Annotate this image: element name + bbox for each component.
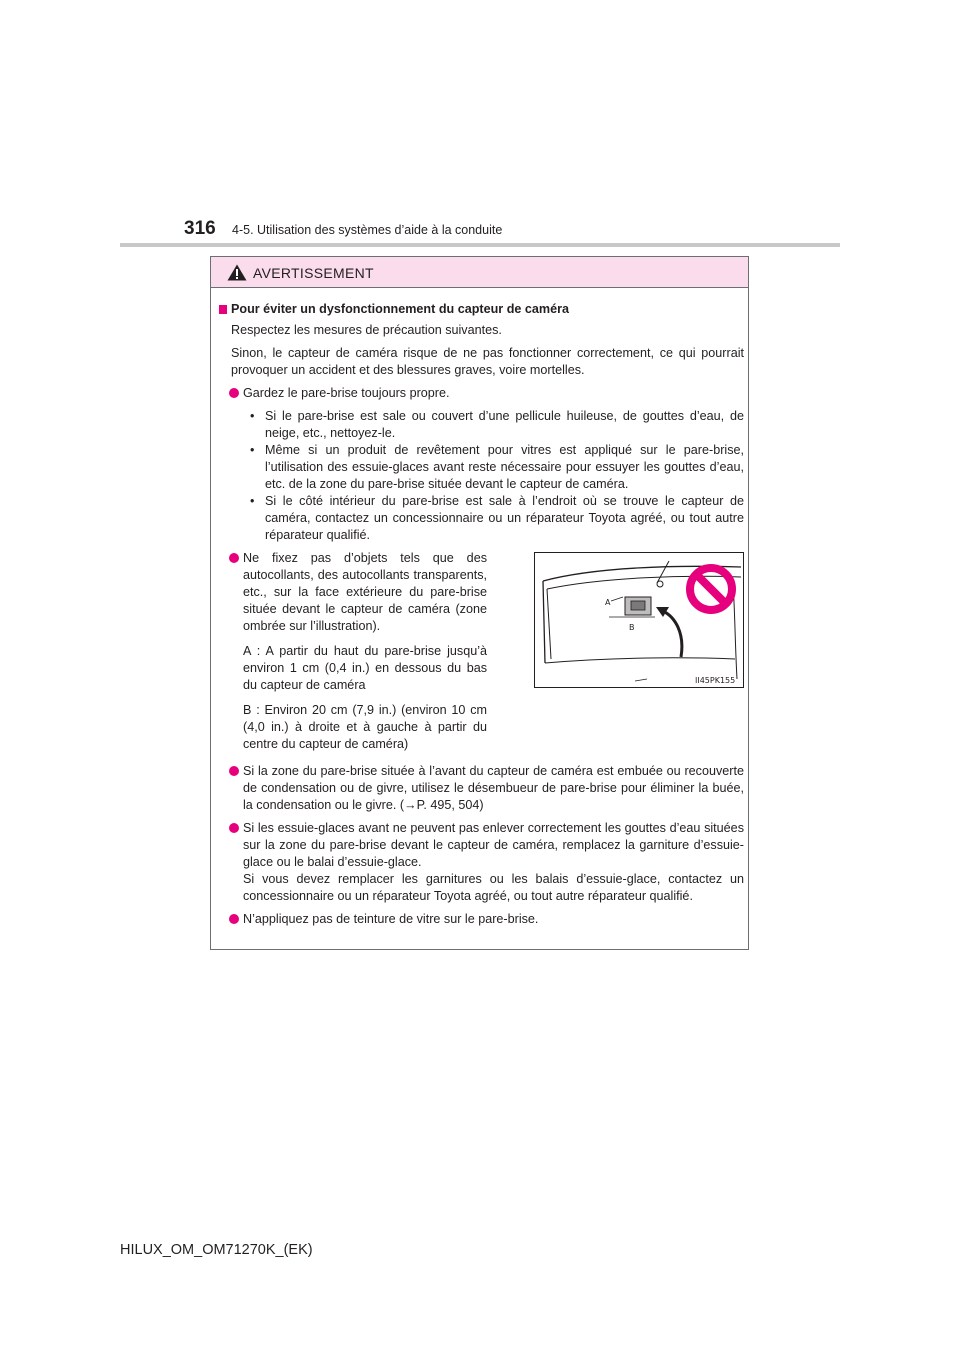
windshield-drawing	[535, 553, 743, 687]
bullet-wipers-text-1: Si les essuie-glaces avant ne peuvent pas enlever correctement les gouttes d’eau situées sur la zone du pare-brise devant le capteur de caméra, remplacez la garniture d’essuie-glace ou le balai d’essuie-glace.	[243, 821, 744, 869]
warning-triangle-icon	[227, 264, 247, 281]
note-a: A : A partir du haut du pare-brise jusqu’à environ 1 cm (0,4 in.) en dessous du bas du capteur de caméra	[243, 644, 487, 692]
sub-bullet-mark: •	[250, 443, 255, 457]
figure-label-b: B	[629, 623, 635, 632]
intro-text-1: Respectez les mesures de précaution suivantes.	[231, 323, 502, 337]
figure-label-a: A	[605, 598, 611, 607]
warning-heading-text: Pour éviter un dysfonctionnement du capteur de caméra	[231, 302, 570, 316]
bullet-wipers-text-2: Si vous devez remplacer les garnitures ou les balais d’essuie-glace, contactez un concessionnaire ou un réparateur Toyota agréé, ou tout autre réparateur qualifié.	[243, 872, 744, 903]
bullet-no-tint-text: N’appliquez pas de teinture de vitre sur le pare-brise.	[243, 912, 539, 926]
warning-box	[210, 256, 749, 950]
sub-item-2	[219, 442, 744, 493]
sub-item-3-text: Si le côté intérieur du pare-brise est sale à l’endroit où se trouve le capteur de caméra, contactez un concessionnaire ou un réparateur Toyota agréé, ou tout autre réparateur qualifié.	[265, 494, 744, 542]
figure-text	[219, 550, 487, 761]
header-rule	[120, 243, 840, 247]
prohibition-icon	[690, 568, 732, 610]
round-bullet-icon	[229, 766, 239, 776]
bullet-no-stickers	[219, 550, 487, 635]
bullet-no-stickers-text: Ne fixez pas d’objets tels que des autocollants, des autocollants transparents, etc., sur la face extérieure du pare-brise située devant le capteur de caméra (zone ombrée sur l’illustration).	[243, 551, 487, 633]
windshield-illustration	[534, 552, 744, 688]
page-number: 316	[184, 218, 216, 239]
bullet-no-tint	[219, 911, 744, 928]
figure-row	[219, 550, 744, 761]
sub-item-3	[219, 493, 744, 544]
intro-text-2: Sinon, le capteur de caméra risque de ne pas fonctionner correctement, ce qui pourrait provoquer un accident et des blessures graves, voire mortelles.	[231, 346, 744, 377]
round-bullet-icon	[229, 553, 239, 563]
bullet-defog	[219, 763, 744, 814]
bullet-defog-text: Si la zone du pare-brise située à l’avant du capteur de caméra est embuée ou recouverte de condensation ou de givre, utilisez le désembueur de pare-brise pour éliminer la buée, la condensation ou le givre. (→P. 495, 504)	[243, 764, 744, 812]
sub-item-1	[219, 408, 744, 442]
sub-item-2-text: Même si un produit de revêtement pour vitres est appliqué sur le pare-brise, l’utilisation des essuie-glaces avant reste nécessaire pour essuyer les gouttes d’eau, etc. de la zone du pare-brise située devant le capteur de caméra.	[265, 443, 744, 491]
bullet-keep-clean	[219, 385, 744, 402]
bullet-keep-clean-text: Gardez le pare-brise toujours propre.	[243, 386, 450, 400]
document-id: HILUX_OM_OM71270K_(EK)	[120, 1242, 313, 1258]
warning-content	[219, 301, 744, 934]
sub-bullet-mark: •	[250, 409, 255, 423]
section-title: 4-5. Utilisation des systèmes d’aide à la conduite	[232, 223, 503, 237]
sub-item-1-text: Si le pare-brise est sale ou couvert d’une pellicule huileuse, de gouttes d’eau, de neige, etc., nettoyez-le.	[265, 409, 744, 440]
round-bullet-icon	[229, 823, 239, 833]
warning-header	[211, 257, 748, 288]
round-bullet-icon	[229, 914, 239, 924]
warning-heading	[219, 301, 744, 318]
warning-title: AVERTISSEMENT	[253, 265, 374, 281]
note-b: B : Environ 20 cm (7,9 in.) (environ 10 cm (4,0 in.) à droite et à gauche à partir du centre du capteur de caméra)	[243, 703, 487, 751]
figure-code: II45PK155	[695, 676, 736, 685]
sub-bullet-mark: •	[250, 494, 255, 508]
square-bullet-icon	[219, 305, 227, 314]
bullet-wipers	[219, 820, 744, 905]
round-bullet-icon	[229, 388, 239, 398]
